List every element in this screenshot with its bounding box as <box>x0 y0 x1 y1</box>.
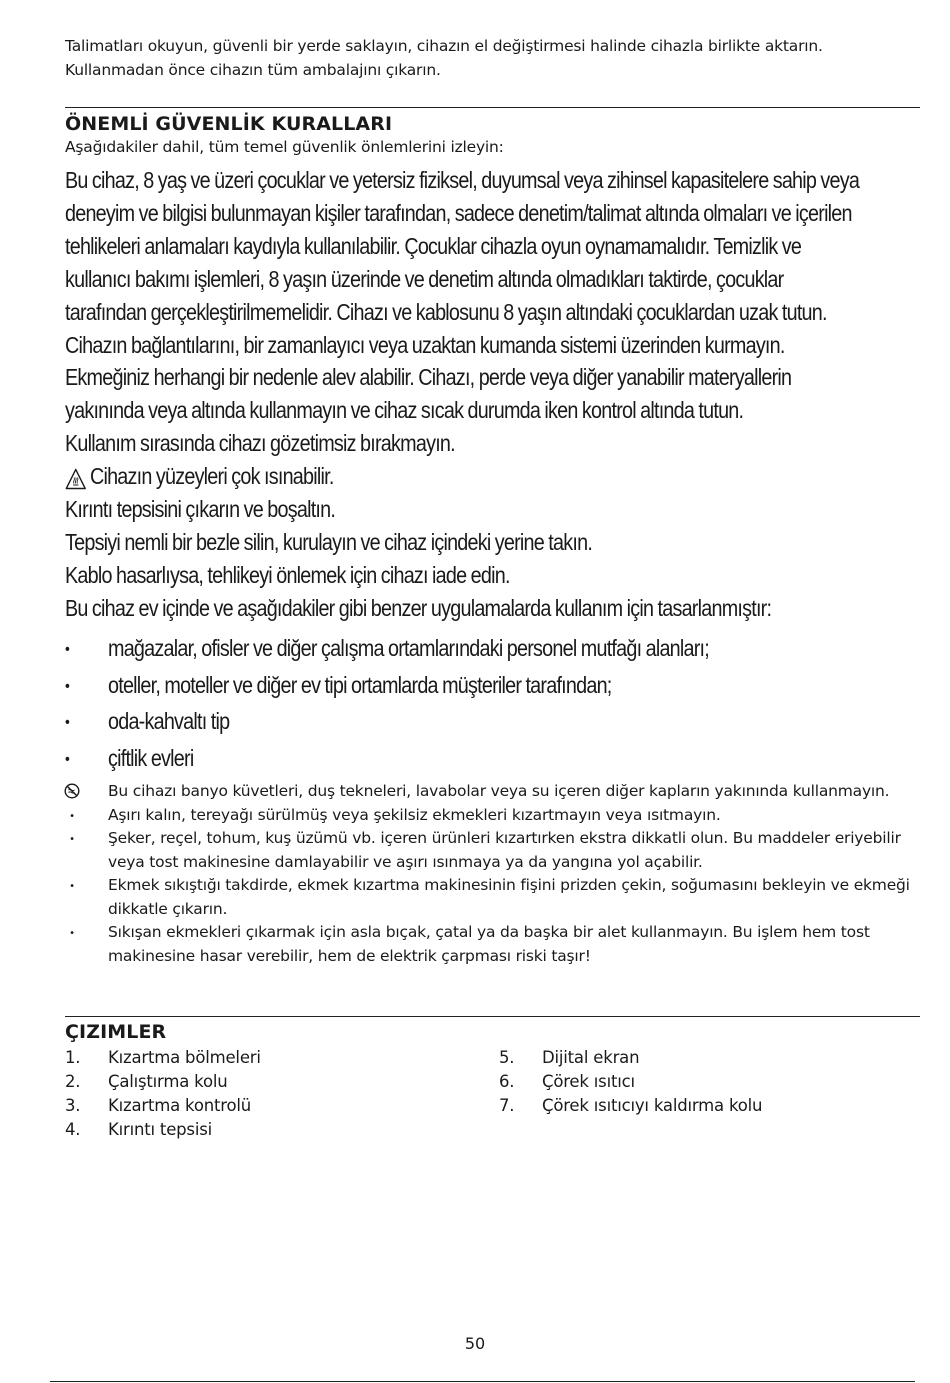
part-item <box>499 1070 762 1094</box>
part-label: Çörek ısıtıcıyı kaldırma kolu <box>542 1096 763 1115</box>
section-divider <box>65 1016 920 1017</box>
parts-list-left <box>65 1046 261 1142</box>
bullet: • <box>65 714 70 731</box>
safety-line: Cihazın bağlantılarını, bir zamanlayıcı veya uzaktan kumanda sistemi üzerinden kurmayın. <box>65 331 785 358</box>
safety-line: tehlikeleri anlamaları kaydıyla kullanılabilir. Çocuklar cihazla oyun oynamamalıdır. Temizlik ve <box>65 232 802 259</box>
list-item-text: oda-kahvaltı tip <box>108 708 230 734</box>
safety-line: Bu cihaz, 8 yaş ve üzeri çocuklar ve yetersiz fiziksel, duyumsal veya zihinsel kapasitelere sahip veya <box>65 167 860 193</box>
list-item-text: oteller, moteller ve diğer ev tipi ortamlarda müşteriler tarafından; <box>108 671 612 698</box>
list-item-text: mağazalar, ofisler ve diğer çalışma ortamlarındaki personel mutfağı alanları; <box>108 635 710 661</box>
part-label: Dijital ekran <box>542 1048 640 1067</box>
parts-list-right <box>499 1046 762 1118</box>
list-item <box>62 780 922 804</box>
part-label: Çörek ısıtıcı <box>542 1072 635 1091</box>
page-number: 50 <box>464 1334 486 1353</box>
list-item <box>62 827 922 874</box>
list-item <box>65 708 925 745</box>
safety-line: yakınında veya altında kullanmayın ve cihaz sıcak durumda iken kontrol altında tutun. <box>65 397 744 424</box>
list-item <box>62 804 922 828</box>
part-label: Çalıştırma kolu <box>108 1072 228 1091</box>
part-number: 7. <box>499 1096 515 1115</box>
bullet: • <box>69 928 75 939</box>
safety-subtitle: Aşağıdakiler dahil, tüm temel güvenlik önlemlerini izleyin: <box>65 138 504 156</box>
part-label: Kızartma bölmeleri <box>108 1048 261 1067</box>
safety-line: kullanıcı bakımı işlemleri, 8 yaşın üzerinde ve denetim altında olmadıkları taktirde, çocuklar <box>65 265 784 292</box>
list-item-text: Ekmek sıkıştığı takdirde, ekmek kızartma makinesinin fişini prizden çekin, soğumasını bekleyin ve ekmeği dikkatle çıkarın. <box>108 876 910 918</box>
part-item <box>65 1070 261 1094</box>
part-number: 4. <box>65 1120 81 1139</box>
list-item <box>65 635 925 672</box>
part-item <box>65 1094 261 1118</box>
list-item <box>62 921 922 968</box>
section-divider <box>65 107 920 108</box>
safety-line: Bu cihaz ev içinde ve aşağıdakiler gibi benzer uygulamalarda kullanım için tasarlanmıştır: <box>65 594 772 621</box>
bullet: • <box>69 834 75 845</box>
safety-line: tarafından gerçekleştirilmemelidir. Cihazı ve kablosunu 8 yaşın altındaki çocuklardan uzak tutun. <box>65 298 827 325</box>
hot-surface-warning <box>65 460 925 493</box>
footer-divider <box>50 1381 915 1382</box>
list-item-text: Şeker, reçel, tohum, kuş üzümü vb. içeren ürünleri kızartırken ekstra dikkatli olun. Bu maddeler eriyebilir veya tost makinesine damlayabilir ve aşırı ısınmaya ya da yangına yol açabilir. <box>108 829 901 871</box>
safety-line: Tepsiyi nemli bir bezle silin, kurulayın ve cihaz içindeki yerine takın. <box>65 528 593 555</box>
intro-line: Talimatları okuyun, güvenli bir yerde saklayın, cihazın el değiştirmesi halinde cihazla birlikte aktarın. <box>65 37 823 55</box>
bullet: • <box>69 881 75 892</box>
use-cases-list <box>65 635 925 781</box>
safety-line: Kullanım sırasında cihazı gözetimsiz bırakmayın. <box>65 430 455 457</box>
warning-text: Cihazın yüzeyleri çok ısınabilir. <box>89 463 334 490</box>
hot-surface-warning-icon <box>65 466 87 488</box>
bullet: • <box>65 750 70 768</box>
safety-line: deneyim ve bilgisi bulunmayan kişiler tarafından, sadece denetim/talimat altında olmaları ve içerilen <box>65 199 852 226</box>
safety-line: Kablo hasarlıysa, tehlikeyi önlemek için cihazı iade edin. <box>65 561 510 588</box>
safety-body <box>65 164 925 625</box>
part-number: 3. <box>65 1096 81 1115</box>
part-item <box>499 1094 762 1118</box>
part-number: 5. <box>499 1048 515 1067</box>
additional-warnings-list <box>62 780 922 968</box>
safety-line: Kırıntı tepsisini çıkarın ve boşaltın. <box>65 496 336 523</box>
list-item-text: Sıkışan ekmekleri çıkarmak için asla bıçak, çatal ya da başka bir alet kullanmayın. Bu işlem hem tost makinesine hasar verebilir, hem de elektrik çarpması riski taşır! <box>108 923 870 965</box>
safety-line: Ekmeğiniz herhangi bir nedenle alev alabilir. Cihazı, perde veya diğer yanabilir materyallerin <box>65 364 792 391</box>
list-item <box>62 874 922 921</box>
part-number: 6. <box>499 1072 515 1091</box>
list-item-text: Bu cihazı banyo küvetleri, duş tekneleri, lavabolar veya su içeren diğer kapların yakınında kullanmayın. <box>108 782 890 800</box>
part-number: 1. <box>65 1048 81 1067</box>
list-item-text: çiftlik evleri <box>108 744 194 771</box>
part-item <box>65 1118 261 1142</box>
part-item <box>65 1046 261 1070</box>
list-item <box>65 672 925 709</box>
part-label: Kırıntı tepsisi <box>108 1120 212 1139</box>
intro-text <box>65 34 925 82</box>
part-number: 2. <box>65 1072 81 1091</box>
list-item-text: Aşırı kalın, tereyağı sürülmüş veya şekilsiz ekmekleri kızartmayın veya ısıtmayın. <box>108 805 721 824</box>
intro-line: Kullanmadan önce cihazın tüm ambalajını çıkarın. <box>65 61 441 79</box>
list-item <box>65 745 925 782</box>
bullet: • <box>65 677 70 695</box>
bullet: • <box>69 810 75 822</box>
drawings-title: ÇIZIMLER <box>65 1021 167 1043</box>
part-label: Kızartma kontrolü <box>108 1096 252 1115</box>
safety-title: ÖNEMLİ GÜVENLİK KURALLARI <box>65 113 393 135</box>
bullet: • <box>65 641 70 658</box>
part-item <box>499 1046 762 1070</box>
